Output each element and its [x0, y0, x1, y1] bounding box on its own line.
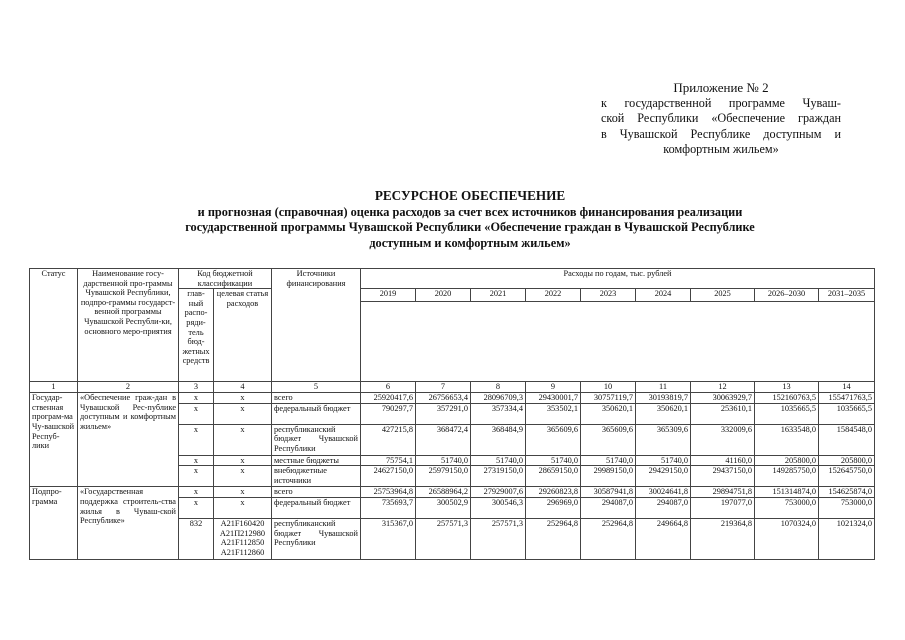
cell-value: 27929007,6	[471, 487, 526, 498]
cell-csr: A21F160420 A21П212980 A21F112850 A21F112860	[214, 518, 272, 559]
cell-value: 350620,1	[636, 403, 691, 424]
year-header: 2021	[471, 289, 526, 302]
cell-value: 365309,6	[636, 424, 691, 455]
cell-value: 1035665,5	[755, 403, 819, 424]
cell-value: 353502,1	[526, 403, 581, 424]
column-number: 6	[361, 382, 416, 393]
cell-grbs: x	[179, 403, 214, 424]
cell-csr: x	[214, 393, 272, 404]
cell-value: 365609,6	[581, 424, 636, 455]
cell-value: 51740,0	[471, 455, 526, 466]
cell-value: 1070324,0	[755, 518, 819, 559]
cell-csr: x	[214, 497, 272, 518]
cell-source: внебюджетные источники	[272, 466, 361, 487]
cell-value: 28096709,3	[471, 393, 526, 404]
cell-csr: x	[214, 403, 272, 424]
appendix-line: комфортным жильем»	[663, 141, 779, 156]
cell-source: федеральный бюджет	[272, 403, 361, 424]
column-number: 9	[526, 382, 581, 393]
cell-source: всего	[272, 487, 361, 498]
cell-value: 29894751,8	[691, 487, 755, 498]
cell-csr: x	[214, 487, 272, 498]
header-spacer	[361, 302, 875, 382]
cell-value: 1633548,0	[755, 424, 819, 455]
cell-value: 252964,8	[526, 518, 581, 559]
column-number: 13	[755, 382, 819, 393]
column-number: 10	[581, 382, 636, 393]
column-number: 5	[272, 382, 361, 393]
cell-value: 753000,0	[755, 497, 819, 518]
cell-grbs: x	[179, 393, 214, 404]
cell-value: 30587941,8	[581, 487, 636, 498]
cell-value: 28659150,0	[526, 466, 581, 487]
cell-value: 26756653,4	[416, 393, 471, 404]
cell-value: 368472,4	[416, 424, 471, 455]
header-code: Код бюджетной классификации	[179, 269, 272, 289]
year-header: 2026–2030	[755, 289, 819, 302]
row-status: Государ-ственная програм-ма Чу-вашской Респуб-лики	[30, 393, 78, 487]
cell-source: местные бюджеты	[272, 455, 361, 466]
title-heading: РЕСУРСНОЕ ОБЕСПЕЧЕНИЕ	[374, 188, 566, 203]
cell-value: 25753964,8	[361, 487, 416, 498]
cell-value: 357291,0	[416, 403, 471, 424]
cell-value: 294087,0	[636, 497, 691, 518]
cell-value: 75754,1	[361, 455, 416, 466]
cell-value: 25979150,0	[416, 466, 471, 487]
cell-value: 30024641,8	[636, 487, 691, 498]
cell-value: 1035665,5	[819, 403, 875, 424]
header-expenses: Расходы по годам, тыс. рублей	[361, 269, 875, 289]
cell-value: 368484,9	[471, 424, 526, 455]
cell-source: федеральный бюджет	[272, 497, 361, 518]
year-header: 2025	[691, 289, 755, 302]
cell-value: 790297,7	[361, 403, 416, 424]
appendix-line: к государственной программе Чуваш-	[601, 96, 841, 110]
cell-grbs: x	[179, 497, 214, 518]
column-number: 7	[416, 382, 471, 393]
column-number: 11	[636, 382, 691, 393]
cell-value: 29437150,0	[691, 466, 755, 487]
cell-value: 753000,0	[819, 497, 875, 518]
cell-value: 30193819,7	[636, 393, 691, 404]
cell-value: 357334,4	[471, 403, 526, 424]
header-name: Наименование госу-дарственной про-граммы Чувашской Республики, подпро-граммы государст-венной программы Чувашской Республи-ки, основного меро-приятия	[78, 269, 179, 382]
cell-value: 1021324,0	[819, 518, 875, 559]
header-status: Статус	[30, 269, 78, 382]
column-number: 12	[691, 382, 755, 393]
cell-value: 155471763,5	[819, 393, 875, 404]
cell-value: 257571,3	[471, 518, 526, 559]
cell-value: 219364,8	[691, 518, 755, 559]
resource-table	[29, 268, 875, 560]
cell-source: всего	[272, 393, 361, 404]
cell-value: 41160,0	[691, 455, 755, 466]
cell-value: 332009,6	[691, 424, 755, 455]
appendix-line: в Чувашской Республике доступным и	[601, 126, 841, 141]
column-number: 3	[179, 382, 214, 393]
cell-source: республиканский бюджет Чувашской Республики	[272, 518, 361, 559]
cell-grbs: x	[179, 424, 214, 455]
header-csr: целевая статья расходов	[214, 289, 272, 382]
cell-value: 30063929,7	[691, 393, 755, 404]
cell-source: республиканский бюджет Чувашской Республики	[272, 424, 361, 455]
cell-grbs: x	[179, 487, 214, 498]
cell-value: 29429150,0	[636, 466, 691, 487]
table-row	[30, 487, 875, 498]
cell-value: 152160763,5	[755, 393, 819, 404]
cell-csr: x	[214, 455, 272, 466]
header-source: Источники финансирования	[272, 269, 361, 382]
cell-value: 154625874,0	[819, 487, 875, 498]
cell-value: 27319150,0	[471, 466, 526, 487]
cell-value: 315367,0	[361, 518, 416, 559]
cell-value: 25920417,6	[361, 393, 416, 404]
column-number: 1	[30, 382, 78, 393]
cell-value: 26588964,2	[416, 487, 471, 498]
title-line: государственной программы Чувашской Республики «Обеспечение граждан в Чувашской Республике	[185, 220, 755, 235]
cell-value: 300502,9	[416, 497, 471, 518]
cell-csr: x	[214, 424, 272, 455]
row-name: «Обеспечение граж-дан в Чувашской Рес-публике доступным и комфортным жильем»	[78, 393, 179, 487]
appendix-header	[601, 80, 841, 157]
cell-value: 29260823,8	[526, 487, 581, 498]
header-grbs: глав-ный распо-ряди-тель бюд-жетных средств	[179, 289, 214, 382]
column-number: 14	[819, 382, 875, 393]
title-line: доступным и комфортным жильем»	[369, 235, 571, 250]
title-line: и прогнозная (справочная) оценка расходов за счет всех источников финансирования реализации	[197, 204, 743, 219]
cell-value: 427215,8	[361, 424, 416, 455]
column-number-row	[30, 382, 875, 393]
cell-value: 296969,0	[526, 497, 581, 518]
cell-value: 1584548,0	[819, 424, 875, 455]
year-header: 2023	[581, 289, 636, 302]
cell-value: 149285750,0	[755, 466, 819, 487]
cell-value: 24627150,0	[361, 466, 416, 487]
cell-value: 252964,8	[581, 518, 636, 559]
cell-grbs: x	[179, 455, 214, 466]
cell-grbs: x	[179, 466, 214, 487]
cell-value: 51740,0	[581, 455, 636, 466]
cell-value: 205800,0	[819, 455, 875, 466]
cell-value: 151314874,0	[755, 487, 819, 498]
cell-value: 30757119,7	[581, 393, 636, 404]
cell-csr: x	[214, 466, 272, 487]
cell-value: 350620,1	[581, 403, 636, 424]
cell-value: 735693,7	[361, 497, 416, 518]
cell-value: 365609,6	[526, 424, 581, 455]
year-header: 2020	[416, 289, 471, 302]
row-status: Подпро-грамма	[30, 487, 78, 560]
column-number: 4	[214, 382, 272, 393]
cell-value: 197077,0	[691, 497, 755, 518]
cell-value: 51740,0	[526, 455, 581, 466]
year-header: 2022	[526, 289, 581, 302]
header-row	[30, 269, 875, 289]
column-number: 2	[78, 382, 179, 393]
column-number: 8	[471, 382, 526, 393]
appendix-line: ской Республики «Обеспечение граждан	[601, 111, 841, 126]
cell-value: 29989150,0	[581, 466, 636, 487]
cell-value: 51740,0	[636, 455, 691, 466]
cell-value: 205800,0	[755, 455, 819, 466]
cell-value: 51740,0	[416, 455, 471, 466]
cell-value: 152645750,0	[819, 466, 875, 487]
cell-value: 300546,3	[471, 497, 526, 518]
cell-value: 257571,3	[416, 518, 471, 559]
cell-value: 29430001,7	[526, 393, 581, 404]
cell-value: 294087,0	[581, 497, 636, 518]
cell-value: 249664,8	[636, 518, 691, 559]
year-header: 2031–2035	[819, 289, 875, 302]
table-row	[30, 393, 875, 404]
cell-value: 253610,1	[691, 403, 755, 424]
year-header: 2019	[361, 289, 416, 302]
cell-grbs: 832	[179, 518, 214, 559]
appendix-title: Приложение № 2	[673, 80, 769, 95]
year-header: 2024	[636, 289, 691, 302]
document-title	[120, 188, 820, 251]
row-name: «Государственная поддержка строитель-ства жилья в Чуваш-ской Республике»	[78, 487, 179, 560]
